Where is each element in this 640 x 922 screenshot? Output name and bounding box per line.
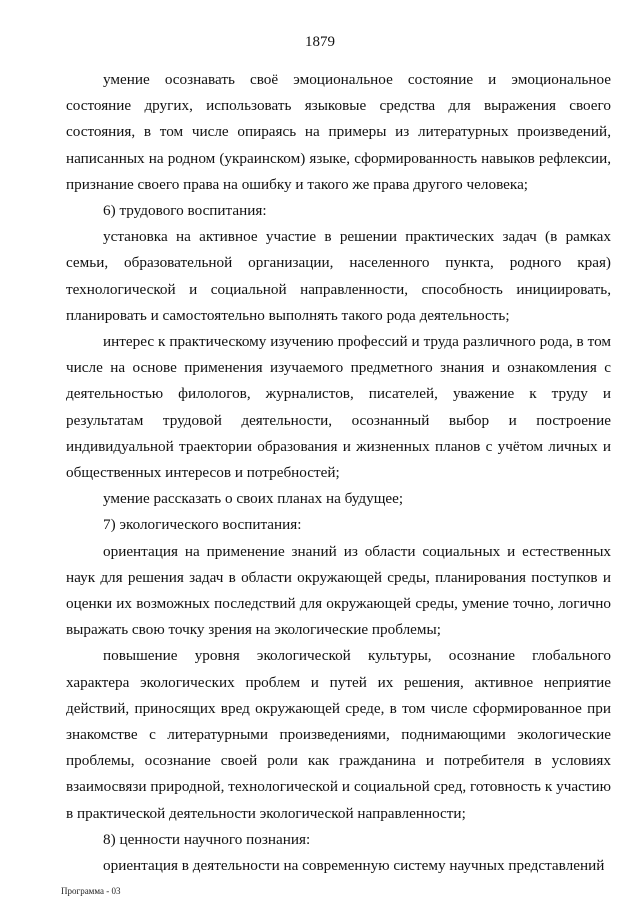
heading-scientific-knowledge: 8) ценности научного познания:	[103, 830, 311, 848]
paragraph-professions-interest: интерес к практическому изучению профессий и труда различного рода, в том числе на основе применения изучаемого предметного знания и ознакомления с деятельностью филологов, журналистов, писателей, уважение к труду и результатам трудовой деятельности, осознанный выбор и построение индивидуальной траектории образования и жизненных планов с учётом личных и общественных интересов и потребностей;	[66, 333, 611, 482]
heading-ecological-education: 7) экологического воспитания:	[103, 516, 302, 534]
document-body	[66, 67, 611, 879]
page-number: 1879	[305, 34, 335, 50]
page-footer: Программа - 03	[61, 886, 121, 896]
heading-labor-education: 6) трудового воспитания:	[103, 202, 267, 220]
paragraph-knowledge-application: ориентация на применение знаний из области социальных и естественных наук для решения задач в области окружающей среды, планирования поступков и оценки их возможных последствий для окружающей среды, умение точно, логично выражать свою точку зрения на экологические проблемы;	[66, 542, 611, 639]
paragraph-active-participation: установка на активное участие в решении практических задач (в рамках семьи, образовательной организации, населенного пункта, родного края) технологической и социальной направленности, способность инициировать, планировать и самостоятельно выполнять такого рода деятельность;	[66, 228, 611, 324]
paragraph-emotional-awareness: умение осознавать своё эмоциональное состояние и эмоциональное состояние других, использовать языковые средства для выражения своего состояния, в том числе опираясь на примеры из литературных произведений, написанных на родном (украинском) языке, сформированность навыков рефлексии, признание своего права на ошибку и такого же права другого человека;	[66, 71, 611, 193]
paragraph-scientific-orientation: ориентация в деятельности на современную систему научных представлений	[103, 857, 605, 875]
paragraph-future-plans: умение рассказать о своих планах на будущее;	[103, 490, 404, 508]
paragraph-ecological-culture: повышение уровня экологической культуры, осознание глобального характера экологических проблем и путей их решения, активное неприятие действий, приносящих вред окружающей среде, в том числе сформированное при знакомстве с литературными произведениями, поднимающими экологические проблемы, осознание своей роли как гражданина и потребителя в условиях взаимосвязи природной, технологической и социальной сред, готовность к участию в практической деятельности экологической направленности;	[66, 647, 611, 822]
